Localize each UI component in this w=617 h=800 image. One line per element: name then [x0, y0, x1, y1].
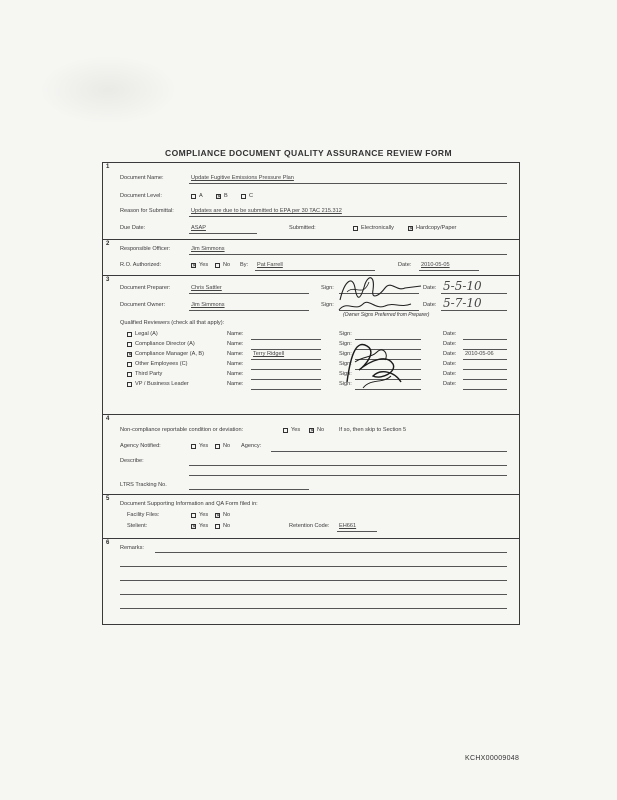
- owner-line: [189, 310, 309, 311]
- by-label: By:: [240, 262, 249, 268]
- ro-date-value[interactable]: 2010-05-05: [421, 262, 450, 268]
- reviewer-name-line: [251, 379, 321, 380]
- reviewer-date-line: [463, 389, 507, 390]
- reviewer-role-label: VP / Business Leader: [135, 381, 189, 387]
- section-5: [103, 495, 519, 539]
- owner-note: (Owner Signs Preferred from Preparer): [343, 312, 430, 318]
- owner-label: Document Owner:: [120, 302, 166, 308]
- stelient-no-label: No: [223, 523, 231, 529]
- reason-label: Reason for Submittal:: [120, 208, 174, 214]
- retention-code-value[interactable]: EH661: [339, 523, 357, 529]
- agency-notified-label: Agency Notified:: [120, 443, 161, 449]
- facility-no-checkbox[interactable]: [215, 513, 220, 518]
- reviewer-role-label: Third Party: [135, 371, 163, 377]
- remarks-line-3: [120, 580, 507, 581]
- section-number: 5: [106, 496, 110, 502]
- due-date-value[interactable]: ASAP: [191, 225, 206, 231]
- document-level-label: Document Level:: [120, 193, 162, 199]
- reviewer-date-label: Date:: [443, 341, 457, 347]
- reviewer-date-label: Date:: [443, 351, 457, 357]
- reviewer-date-value[interactable]: 2010-05-06: [465, 351, 494, 357]
- section-number: 2: [106, 241, 110, 247]
- reviewer-name-label: Name:: [227, 371, 244, 377]
- level-c-label: C: [249, 193, 254, 199]
- due-date-line: [189, 233, 257, 234]
- reviewer-sign-label: Sign:: [339, 381, 352, 387]
- section-2: [103, 240, 519, 276]
- reviewer-role-label: Compliance Director (A): [135, 341, 195, 347]
- submitted-label: Submitted:: [289, 225, 316, 231]
- preparer-sign-label: Sign:: [321, 285, 334, 291]
- ro-yes-label: Yes: [199, 262, 209, 268]
- reviewer-checkbox[interactable]: [127, 332, 132, 337]
- document-name-value[interactable]: Update Fugitive Emissions Pressure Plan: [191, 175, 294, 181]
- stelient-label: Stelient:: [127, 523, 148, 529]
- retention-code-line: [337, 531, 377, 532]
- by-line: [255, 270, 375, 271]
- reviewer-sign-label: Sign:: [339, 361, 352, 367]
- reason-value[interactable]: Updates are due to be submitted to EPA per 30 TAC 215.312: [191, 208, 342, 214]
- reviewer-signature: [337, 332, 407, 392]
- reviewer-checkbox[interactable]: [127, 342, 132, 347]
- level-a-label: A: [199, 193, 203, 199]
- reviewer-sign-label: Sign:: [339, 351, 352, 357]
- reviewer-date-label: Date:: [443, 361, 457, 367]
- reviewer-name-line: [251, 389, 321, 390]
- noncompliance-yes-label: Yes: [291, 427, 301, 433]
- section-number: 1: [106, 164, 110, 170]
- reviewer-name-label: Name:: [227, 361, 244, 367]
- agency-yes-checkbox[interactable]: [191, 444, 196, 449]
- facility-yes-checkbox[interactable]: [191, 513, 196, 518]
- ro-no-label: No: [223, 262, 231, 268]
- reviewer-date-line: [463, 339, 507, 340]
- ro-yes-checkbox[interactable]: [191, 263, 196, 268]
- stelient-no-checkbox[interactable]: [215, 524, 220, 529]
- owner-value[interactable]: Jim Simmons: [191, 302, 225, 308]
- qualified-reviewers-heading: Qualified Reviewers (check all that apply):: [120, 320, 225, 326]
- electronically-label: Electronically: [361, 225, 394, 231]
- section-number: 4: [106, 416, 110, 422]
- reviewer-checkbox[interactable]: [127, 372, 132, 377]
- reviewer-date-label: Date:: [443, 381, 457, 387]
- stelient-yes-checkbox[interactable]: [191, 524, 196, 529]
- describe-label: Describe:: [120, 458, 144, 464]
- owner-date-line: [441, 310, 507, 311]
- noncompliance-no-checkbox[interactable]: [309, 428, 314, 433]
- agency-line: [271, 451, 507, 452]
- ro-authorized-label: R.O. Authorized:: [120, 262, 162, 268]
- reviewer-sign-label: Sign:: [339, 341, 352, 347]
- ro-date-line: [419, 270, 479, 271]
- noncompliance-no-label: No: [317, 427, 325, 433]
- remarks-line-1: [155, 552, 507, 553]
- retention-code-label: Retention Code:: [289, 523, 330, 529]
- ro-date-label: Date:: [398, 262, 412, 268]
- responsible-officer-label: Responsible Officer:: [120, 246, 171, 252]
- reviewer-date-label: Date:: [443, 331, 457, 337]
- section-6: [103, 539, 519, 624]
- reviewer-role-label: Compliance Manager (A, B): [135, 351, 205, 357]
- level-a-checkbox[interactable]: [191, 194, 196, 199]
- preparer-label: Document Preparer:: [120, 285, 171, 291]
- ltrs-label: LTRS Tracking No.: [120, 482, 167, 488]
- due-date-label: Due Date:: [120, 225, 146, 231]
- remarks-line-4: [120, 594, 507, 595]
- reviewer-date-line: [463, 349, 507, 350]
- describe-line-2: [189, 475, 507, 476]
- agency-no-label: No: [223, 443, 231, 449]
- section-3: [103, 276, 519, 415]
- section-4: [103, 415, 519, 495]
- section-1: [103, 163, 519, 240]
- supporting-info-heading: Document Supporting Information and QA Form filed in:: [120, 501, 258, 507]
- level-b-label: B: [224, 193, 228, 199]
- preparer-date-line: [441, 293, 507, 294]
- remarks-label: Remarks:: [120, 545, 144, 551]
- preparer-date-label: Date:: [423, 285, 437, 291]
- reviewer-name-line: [251, 369, 321, 370]
- remarks-line-2: [120, 566, 507, 567]
- agency-yes-label: Yes: [199, 443, 209, 449]
- skip-instruction: If so, then skip to Section 5: [339, 427, 407, 433]
- document-name-label: Document Name:: [120, 175, 164, 181]
- electronically-checkbox[interactable]: [353, 226, 358, 231]
- reviewer-checkbox[interactable]: [127, 382, 132, 387]
- agency-no-checkbox[interactable]: [215, 444, 220, 449]
- ro-no-checkbox[interactable]: [215, 263, 220, 268]
- stelient-yes-label: Yes: [199, 523, 209, 529]
- owner-date-value[interactable]: 5-7-10: [443, 296, 482, 310]
- describe-line-1: [189, 465, 507, 466]
- reviewer-role-label: Other Employees (C): [135, 361, 188, 367]
- by-value[interactable]: Pat Farrell: [257, 262, 283, 268]
- owner-sign-label: Sign:: [321, 302, 334, 308]
- preparer-date-value[interactable]: 5-5-10: [443, 279, 482, 293]
- facility-no-label: No: [223, 512, 231, 518]
- agency-label: Agency:: [241, 443, 262, 449]
- responsible-officer-line: [189, 254, 507, 255]
- reviewer-name-label: Name:: [227, 351, 244, 357]
- facility-yes-label: Yes: [199, 512, 209, 518]
- facility-files-label: Facility Files:: [127, 512, 160, 518]
- reviewer-name-label: Name:: [227, 331, 244, 337]
- reviewer-date-line: [463, 379, 507, 380]
- hardcopy-checkbox[interactable]: [408, 226, 413, 231]
- form-title: COMPLIANCE DOCUMENT QUALITY ASSURANCE REVIEW FORM: [165, 148, 452, 158]
- preparer-value[interactable]: Chris Sattler: [191, 285, 222, 291]
- remarks-line-5: [120, 608, 507, 609]
- responsible-officer-value[interactable]: Jim Simmons: [191, 246, 225, 252]
- reason-line: [189, 216, 507, 217]
- reviewer-role-label: Legal (A): [135, 331, 158, 337]
- reviewer-date-line: [463, 369, 507, 370]
- reviewer-sign-label: Sign:: [339, 331, 352, 337]
- section-number: 3: [106, 277, 110, 283]
- reviewer-name-line: [251, 359, 321, 360]
- section-number: 6: [106, 540, 110, 546]
- preparer-line: [189, 293, 309, 294]
- reviewer-date-line: [463, 359, 507, 360]
- level-b-checkbox[interactable]: [216, 194, 221, 199]
- bates-number: KCHX00009048: [465, 755, 520, 762]
- noncompliance-yes-checkbox[interactable]: [283, 428, 288, 433]
- reviewer-checkbox[interactable]: [127, 362, 132, 367]
- reviewer-name-line: [251, 339, 321, 340]
- owner-date-label: Date:: [423, 302, 437, 308]
- reviewer-name-label: Name:: [227, 381, 244, 387]
- level-c-checkbox[interactable]: [241, 194, 246, 199]
- hardcopy-label: Hardcopy/Paper: [416, 225, 457, 231]
- noncompliance-label: Non-compliance reportable condition or deviation:: [120, 427, 244, 433]
- reviewer-checkbox[interactable]: [127, 352, 132, 357]
- reviewer-name-line: [251, 349, 321, 350]
- reviewer-sign-label: Sign:: [339, 371, 352, 377]
- reviewer-name-label: Name:: [227, 341, 244, 347]
- scan-smudge: [38, 55, 178, 125]
- ltrs-line: [189, 489, 309, 490]
- qa-review-form: [102, 162, 520, 625]
- document-name-line: [189, 183, 507, 184]
- reviewer-date-label: Date:: [443, 371, 457, 377]
- owner-signature: [335, 296, 415, 314]
- reviewer-name-value[interactable]: Terry Ridgell: [253, 351, 285, 357]
